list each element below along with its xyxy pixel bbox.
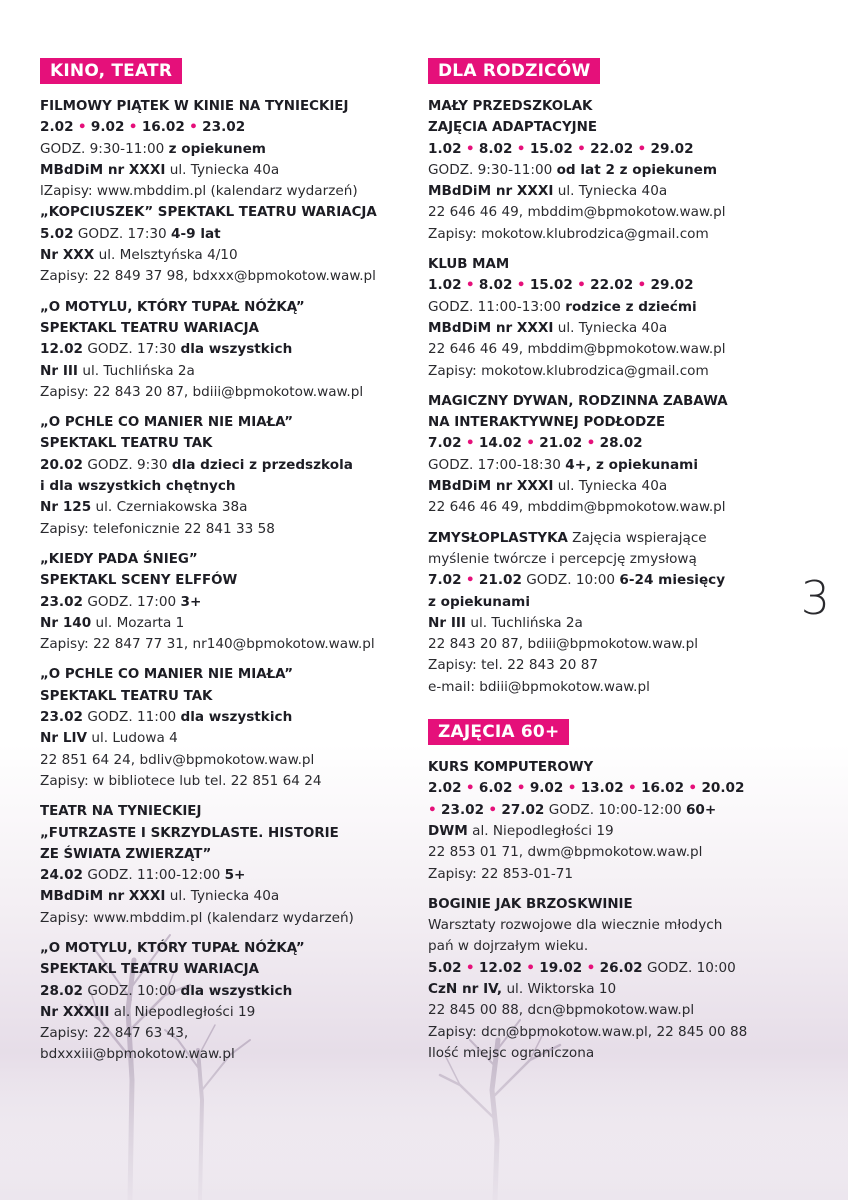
event-place: DWM al. Niepodległości 19 <box>428 822 614 839</box>
event-time: 28.02 GODZ. 10:00 dla wszystkich <box>40 982 293 999</box>
event-note: Ilość miejsc ograniczona <box>428 1044 595 1061</box>
event-subtitle: SPEKTAKL TEATRU WARIACJA <box>40 320 259 336</box>
event-title: „O MOTYLU, KTÓRY TUPAŁ NÓŻKĄ” <box>40 940 305 956</box>
event-magiczny-dywan <box>428 391 810 519</box>
event-place: MBdDiM nr XXXI ul. Tyniecka 40a <box>428 478 668 495</box>
right-column <box>428 58 810 1073</box>
event-audience: i dla wszystkich chętnych <box>40 478 236 495</box>
event-o-pchle-2 <box>40 664 412 792</box>
event-kiedy-pada-snieg <box>40 549 412 655</box>
event-time: 7.02 • 21.02 GODZ. 10:00 6-24 miesięcy <box>428 572 726 589</box>
event-maly-przedszkolak <box>428 96 810 245</box>
event-description: pań w dojrzałym wieku. <box>428 938 589 955</box>
event-contact: 22 845 00 88, dcn@bpmokotow.waw.pl <box>428 1002 695 1019</box>
event-audience: z opiekunami <box>428 593 530 610</box>
event-dates: 2.02 • 6.02 • 9.02 • 13.02 • 16.02 • 20.02 <box>428 780 745 797</box>
event-contact: 22 853 01 71, dwm@bpmokotow.waw.pl <box>428 844 703 861</box>
event-teatr-na-tynieckiej <box>40 801 412 929</box>
event-info: lZapisy: www.mbddim.pl (kalendarz wydarzeń) <box>40 183 358 200</box>
event-time: GODZ. 11:00-13:00 rodzice z dziećmi <box>428 298 697 315</box>
event-o-pchle-1 <box>40 412 412 540</box>
event-title: „O PCHLE CO MANIER NIE MIAŁA” <box>40 415 294 431</box>
event-info: Zapisy: 22 849 37 98, bdxxx@bpmokotow.waw.pl <box>40 268 376 285</box>
event-subtitle: ZE ŚWIATA ZWIERZĄT” <box>40 846 212 862</box>
event-title: „KIEDY PADA ŚNIEG” <box>40 551 198 567</box>
event-dates: 7.02 • 14.02 • 21.02 • 28.02 <box>428 435 643 452</box>
event-time: 12.02 GODZ. 17:30 dla wszystkich <box>40 341 293 358</box>
event-time: GODZ. 9:30-11:00 od lat 2 z opiekunem <box>428 161 718 178</box>
event-contact: 22 843 20 87, bdiii@bpmokotow.waw.pl <box>428 636 699 653</box>
event-filmowy-piatek <box>40 96 412 288</box>
event-contact: 22 646 46 49, mbddim@bpmokotow.waw.pl <box>428 341 726 358</box>
event-time: • 23.02 • 27.02 GODZ. 10:00-12:00 60+ <box>428 801 717 818</box>
event-info: Zapisy: mokotow.klubrodzica@gmail.com <box>428 362 709 379</box>
event-description: myślenie twórcze i percepcję zmysłową <box>428 550 697 567</box>
event-time: GODZ. 17:00-18:30 4+, z opiekunami <box>428 456 698 473</box>
event-description: Warsztaty rozwojowe dla wiecznie młodych <box>428 917 723 934</box>
section-heading-zajecia-60: ZAJĘCIA 60+ <box>428 719 569 745</box>
event-info: Zapisy: 22 843 20 87, bdiii@bpmokotow.waw.pl <box>40 383 364 400</box>
event-place: MBdDiM nr XXXI ul. Tyniecka 40a <box>40 161 280 178</box>
event-time: 23.02 GODZ. 11:00 dla wszystkich <box>40 709 293 726</box>
event-title: „O MOTYLU, KTÓRY TUPAŁ NÓŻKĄ” <box>40 299 305 315</box>
event-place: Nr III ul. Tuchlińska 2a <box>428 614 583 631</box>
event-subtitle: ZAJĘCIA ADAPTACYJNE <box>428 120 598 136</box>
event-place: Nr III ul. Tuchlińska 2a <box>40 362 195 379</box>
event-info: Zapisy: 22 853-01-71 <box>428 865 574 882</box>
event-dates: 1.02 • 8.02 • 15.02 • 22.02 • 29.02 <box>428 277 694 294</box>
event-title: KLUB MAM <box>428 257 510 273</box>
event-dates: 2.02 • 9.02 • 16.02 • 23.02 <box>40 119 246 136</box>
event-place: Nr 125 ul. Czerniakowska 38a <box>40 499 248 516</box>
event-title: FILMOWY PIĄTEK W KINIE NA TYNIECKIEJ <box>40 99 349 114</box>
event-place: Nr XXX ul. Melsztyńska 4/10 <box>40 247 238 264</box>
event-title: KURS KOMPUTEROWY <box>428 760 594 776</box>
event-subtitle: „FUTRZASTE I SKRZYDLASTE. HISTORIE <box>40 825 339 841</box>
event-title: TEATR NA TYNIECKIEJ <box>40 804 202 820</box>
event-zmysloplastyka <box>428 528 810 698</box>
event-place: MBdDiM nr XXXI ul. Tyniecka 40a <box>428 319 668 336</box>
event-info: Zapisy: www.mbddim.pl (kalendarz wydarzeń) <box>40 909 354 926</box>
event-subtitle: SPEKTAKL SCENY ELFFÓW <box>40 573 238 589</box>
event-info: Zapisy: dcn@bpmokotow.waw.pl, 22 845 00 88 <box>428 1023 748 1040</box>
event-place: Nr LIV ul. Ludowa 4 <box>40 730 178 747</box>
event-title: BOGINIE JAK BRZOSKWINIE <box>428 896 633 912</box>
event-subtitle: SPEKTAKL TEATRU TAK <box>40 688 213 704</box>
event-place: CzN nr IV, ul. Wiktorska 10 <box>428 980 617 997</box>
event-time: 5.02 • 12.02 • 19.02 • 26.02 GODZ. 10:00 <box>428 959 736 976</box>
event-title: „KOPCIUSZEK” SPEKTAKL TEATRU WARIACJA <box>40 205 377 221</box>
left-column <box>40 58 412 1075</box>
event-o-motylu-2 <box>40 938 412 1066</box>
event-place: MBdDiM nr XXXI ul. Tyniecka 40a <box>428 183 668 200</box>
event-time: 24.02 GODZ. 11:00-12:00 5+ <box>40 867 246 884</box>
event-info: Zapisy: mokotow.klubrodzica@gmail.com <box>428 225 709 242</box>
event-info: Zapisy: 22 847 63 43, <box>40 1025 189 1042</box>
event-o-motylu-1 <box>40 297 412 403</box>
event-place: Nr 140 ul. Mozarta 1 <box>40 614 185 631</box>
event-info: Zapisy: telefonicznie 22 841 33 58 <box>40 520 275 537</box>
section-heading-dla-rodzicow: DLA RODZICÓW <box>428 58 600 84</box>
event-kurs-komputerowy <box>428 757 810 885</box>
event-subtitle: SPEKTAKL TEATRU TAK <box>40 436 213 452</box>
event-klub-mam <box>428 254 810 382</box>
event-contact: 22 646 46 49, mbddim@bpmokotow.waw.pl <box>428 499 726 516</box>
event-place: MBdDiM nr XXXI ul. Tyniecka 40a <box>40 888 280 905</box>
event-email: bdxxxiii@bpmokotow.waw.pl <box>40 1046 235 1063</box>
section-heading-kino-teatr: KINO, TEATR <box>40 58 182 84</box>
event-boginie-jak-brzoskwinie <box>428 894 810 1064</box>
event-email: e-mail: bdiii@bpmokotow.waw.pl <box>428 678 650 695</box>
event-info: Zapisy: tel. 22 843 20 87 <box>428 657 599 674</box>
page-number: 3 <box>800 571 830 625</box>
event-contact: 22 851 64 24, bdliv@bpmokotow.waw.pl <box>40 751 315 768</box>
event-subtitle: SPEKTAKL TEATRU WARIACJA <box>40 962 259 978</box>
event-time: 5.02 GODZ. 17:30 4-9 lat <box>40 225 221 242</box>
event-title: MAGICZNY DYWAN, RODZINNA ZABAWA <box>428 393 728 409</box>
event-info: Zapisy: w bibliotece lub tel. 22 851 64 24 <box>40 772 322 789</box>
event-place: Nr XXXIII al. Niepodległości 19 <box>40 1003 256 1020</box>
event-time: GODZ. 9:30-11:00 z opiekunem <box>40 140 266 157</box>
event-subtitle: NA INTERAKTYWNEJ PODŁODZE <box>428 415 666 431</box>
event-contact: 22 646 46 49, mbddim@bpmokotow.waw.pl <box>428 204 726 221</box>
event-dates: 1.02 • 8.02 • 15.02 • 22.02 • 29.02 <box>428 140 694 157</box>
event-title: MAŁY PRZEDSZKOLAK <box>428 99 593 114</box>
event-time: 20.02 GODZ. 9:30 dla dzieci z przedszkola <box>40 456 353 473</box>
event-title: ZMYSŁOPLASTYKA Zajęcia wspierające <box>428 529 707 546</box>
event-time: 23.02 GODZ. 17:00 3+ <box>40 593 202 610</box>
event-info: Zapisy: 22 847 77 31, nr140@bpmokotow.waw.pl <box>40 636 375 653</box>
event-title: „O PCHLE CO MANIER NIE MIAŁA” <box>40 667 294 683</box>
